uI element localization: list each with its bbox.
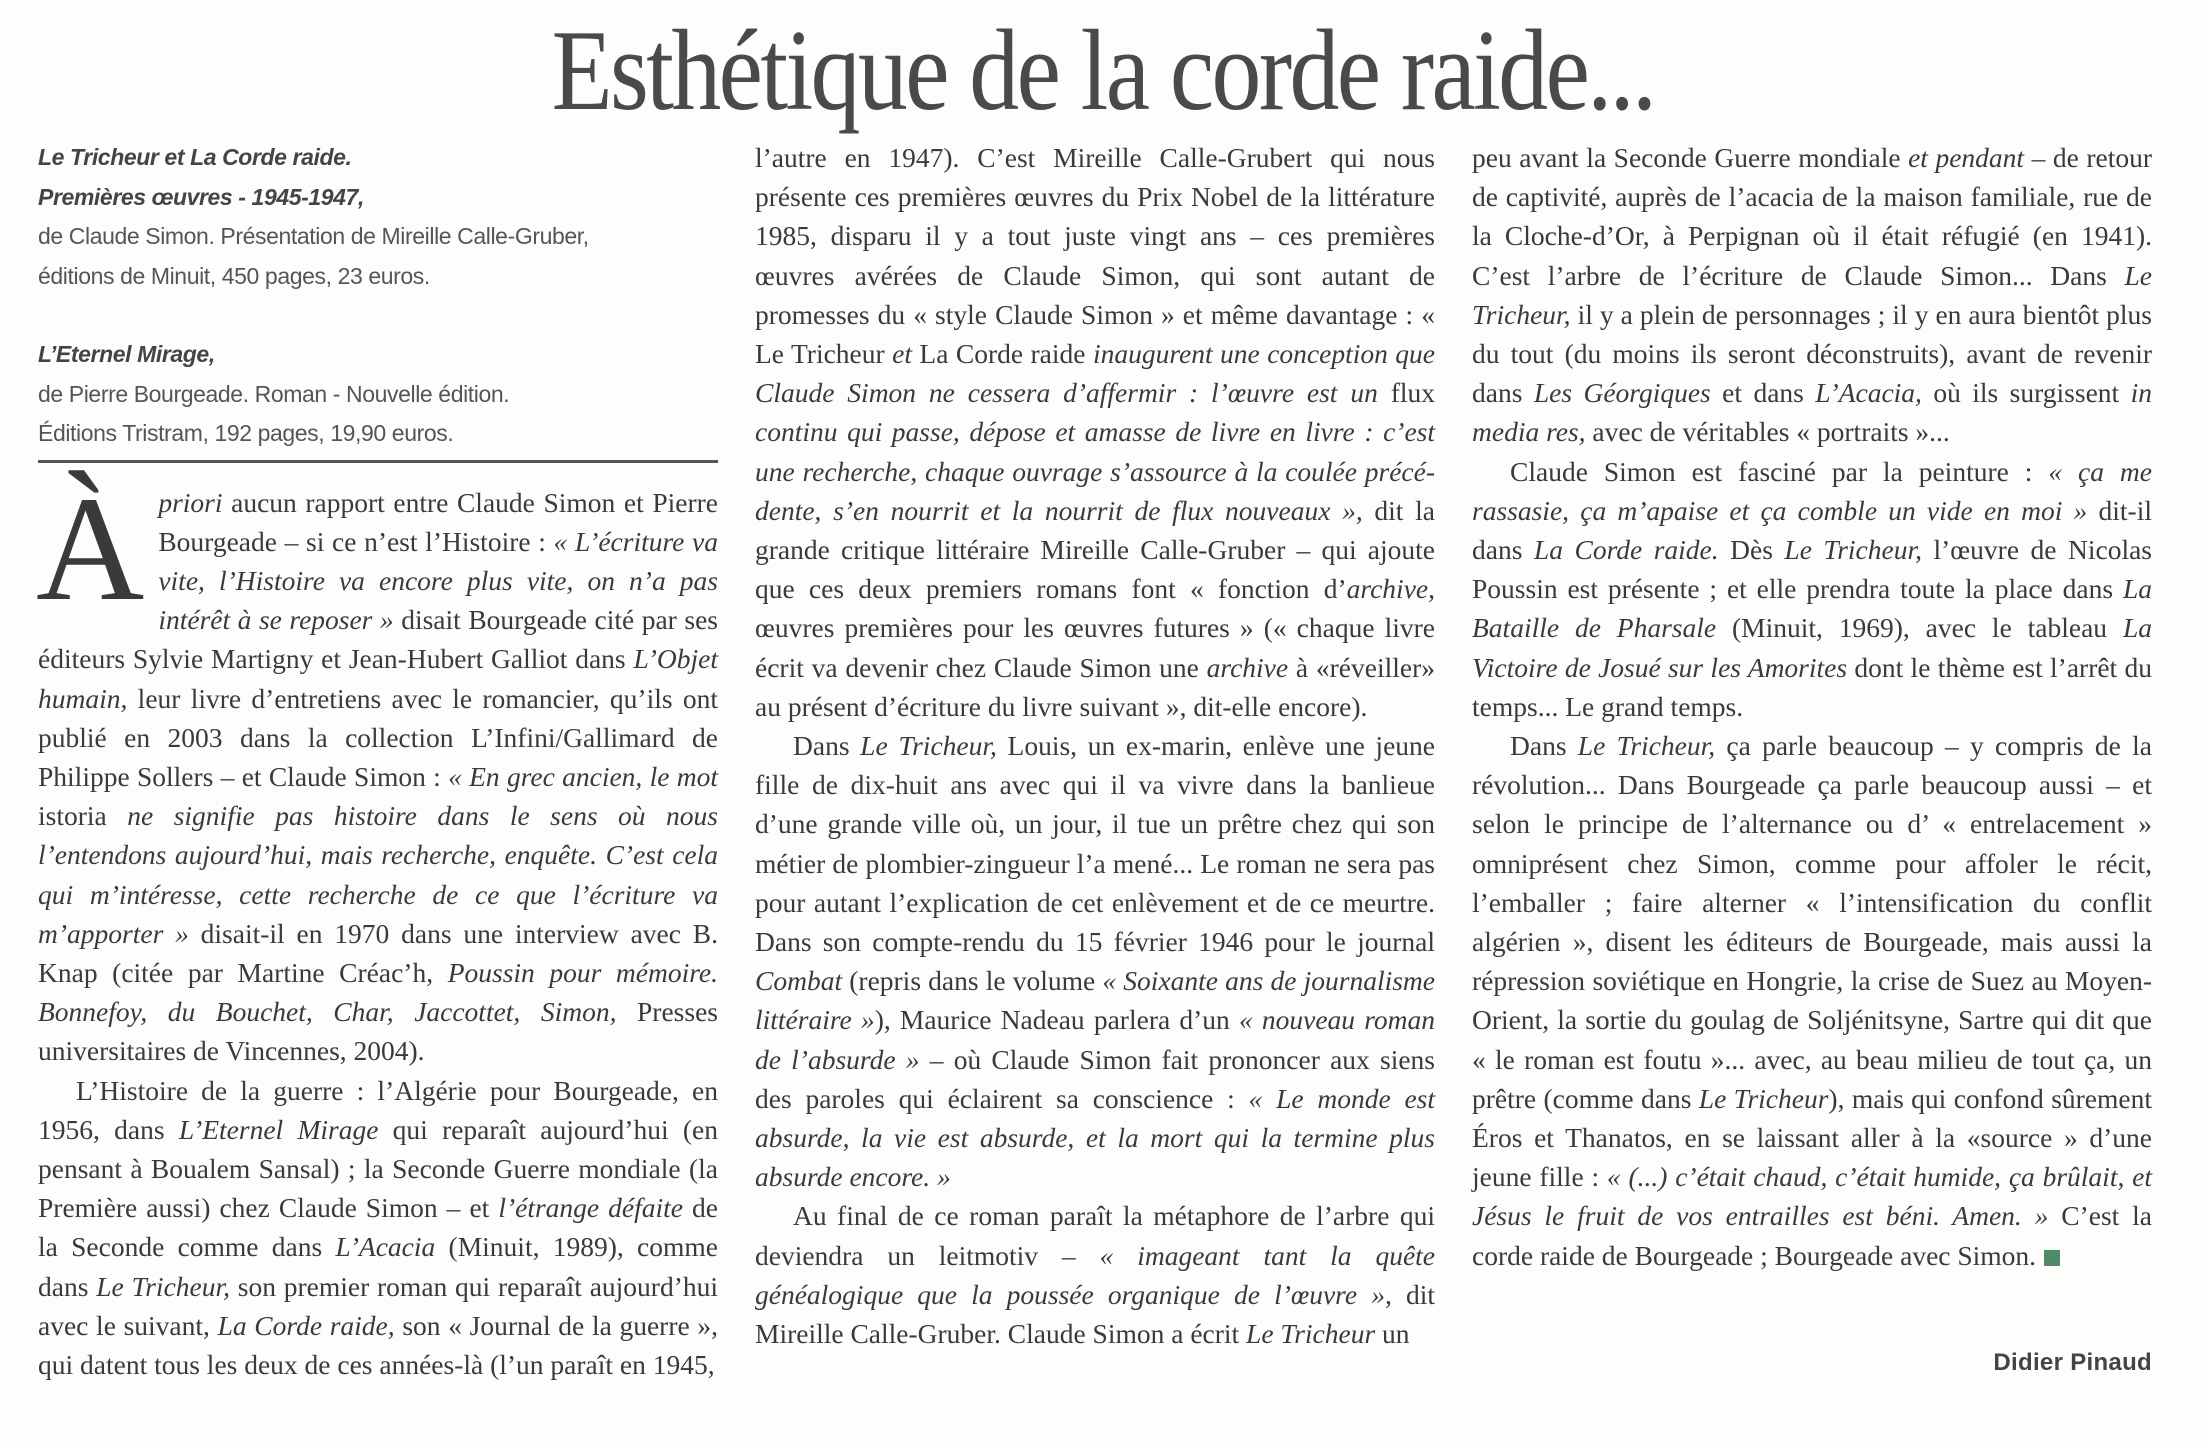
end-of-article-mark [2044,1250,2060,1266]
paragraph-2: L’Histoire de la guerre : l’Algérie pour Bourgeade, en 1956, dans L’Eternel Mirage qui reparaît aujourd’hui (en pensant à Boualem Sansal) ; la Seconde Guerre mondiale (la Première aussi) chez Claude Simon – et l’étrange défaite de la Seconde comme dans L’Acacia (Minuit, 1989), comme dans Le Tricheur, son premier roman qui reparaît aujourd’hui avec le suivant, La Corde raide, son « Journal de la guerre », qui datent tous les deux de ces années-là (l’un paraît en 1945, [38,1074,719,1380]
book-1-author: de Claude Simon. Présentation de Mireille Calle-Gruber, [38,223,589,249]
book-1-title: Le Tricheur et La Corde raide. [38,144,352,170]
column-left [38,138,718,1384]
paragraph-2-tail: l’autre en 1947). C’est Mireille Calle-Grubert qui nous présente ces premières œuvres du Prix Nobel de la littérature 1985, disparu il y a tout juste vingt ans – ces premières œuvres avérées de Claude Simon, qui sont autant de promesses du « style Claude Simon » et même davantage : « Le Tricheur [755,142,1435,370]
column-right [1472,138,2152,1275]
paragraph-1: Àpriori aucun rapport entre Claude Simon et Pierre Bourgeade – si ce n’est l’Histoire : « L’écriture va vite, l’Histoire va encore plus vite, on n’a pas intérêt à se reposer » disait Bourgeade cité par ses éditeurs Sylvie Martigny et Jean-Hubert Galliot dans L’Objet humain, leur livre d’entretiens avec le romancier, qu’ils ont publié en 2003 dans la collection L’Infini/Gallimard de Philippe Sollers – et Claude Simon : « En grec ancien, le mot istoria ne signifie pas histoire dans le sens où nous l’entendons aujourd’hui, mais recherche, enquête. C’est cela qui m’intéresse, cette recherche de ce que l’écriture va m’apporter » disait-il en 1970 dans une interview avec B. Knap (citée par Martine Créac’h, Poussin pour mémoire. Bonnefoy, du Bouchet, Char, Jaccottet, Simon, Presses universitaires de Vincennes, 2004). [36,465,719,1067]
book-2-publisher: Éditions Tristram, 192 pages, 19,90 euros. [38,420,454,446]
column-middle [755,138,1435,1353]
author-signature: Didier Pinaud [1993,1349,2152,1376]
book-2-title: L’Eternel Mirage, [38,341,215,367]
section-divider [38,460,718,463]
paragraph-2-cont: l’autre en 1947). C’est Mireille Calle-Grubert qui nous présente ces premières œuvres du Prix Nobel de la littérature 1985, disparu il y a tout juste vingt ans – ces premières œuvres avérées de Claude Simon, qui sont autant de promesses du « style Claude Simon » et même davantage : « Le Tricheur et La Corde raide inaugurent une conception que Claude Simon ne cessera d’affermir : l’œuvre est un flux continu qui passe, dépose et amasse de livre en livre : c’est une recherche, chaque ouvrage s’assource à la coulée précédente, s’en nourrit et la nourrit de flux nouveaux », dit la grande critique littéraire Mireille Calle-Gruber – qui ajoute que ces deux premiers romans font « fonction d’archive, œuvres premières pour les œuvres futures » (« chaque livre écrit va devenir chez Claude Simon une archive à «réveiller» au présent d’écriture du livre suivant », dit-elle encore). [755,142,1436,722]
drop-cap: À [36,465,145,632]
book-2-author: de Pierre Bourgeade. Roman - Nouvelle édition. [38,380,510,407]
article-title: Esthétique de la corde raide... [551,7,1655,135]
book-1-publisher: éditions de Minuit, 450 pages, 23 euros. [38,262,430,289]
book-info-box [38,138,718,454]
paragraph-6: Dans Le Tricheur, ça parle beaucoup – y compris de la révolution... Dans Bourgeade ça parle beaucoup aussi – et selon le principe de l’alternance ou d’ « entrelacement » omniprésent chez Simon, comme pour affoler le récit, l’emballer ; faire alterner « l’intensification du conflit algérien », disent les éditeurs de Bourgeade, mais aussi la répression soviétique en Hongrie, la crise de Suez au Moyen-Orient, la sortie du goulag de Soljénitsyne, Sartre qui dit que « le roman est foutu »... avec, au beau milieu de tout ça, un prêtre (comme dans Le Tricheur), mais qui confond sûrement Éros et Thanatos, en se laissant aller à la «source » d’une jeune fille : « (...) c’était chaud, c’était humide, ça brûlait, et Jésus le fruit de vos entrailles est béni. Amen. » C’est la corde raide de Bourgeade ; Bourgeade avec Simon. [1472,730,2152,1271]
paragraph-4: Au final de ce roman paraît la métaphore de l’arbre qui deviendra un leitmotiv – « imageant tant la quête généalogique que la poussée organique de l’œuvre », dit Mireille Calle-Gruber. Claude Simon a écrit Le Tricheur un [755,1200,1436,1350]
paragraph-3: Dans Le Tricheur, Louis, un ex-marin, enlève une jeune fille de dix-huit ans avec qui il va vivre dans la banlieue d’une grande ville où, un jour, il tue un prêtre chez qui son métier de plombier-zingueur l’a mené... Le roman ne sera pas pour autant l’explication de cet enlèvement et de ce meurtre. Dans son compte-rendu du 15 février 1946 pour le journal Combat (repris dans le volume « Soixante ans de journalisme littéraire »), Maurice Nadeau parlera d’un « nouveau roman de l’absurde » – où Claude Simon fait prononcer aux siens des paroles qui éclairent sa conscience : « Le monde est absurde, la vie est absurde, et la mort qui la termine plus absurde encore. » [755,730,1436,1193]
book-1-subtitle: Premières œuvres - 1945-1947, [38,183,364,210]
paragraph-5: Claude Simon est fasciné par la peinture : « ça me rassasie, ça m’apaise et ça comble un vide en moi » dit-il dans La Corde raide. Dès Le Tricheur, l’œuvre de Nicolas Poussin est présente ; et elle prendra toute la place dans La Bataille de Pharsale (Minuit, 1969), avec le tableau La Victoire de Josué sur les Amorites dont le thème est l’arrêt du temps... Le grand temps. [1472,455,2152,722]
paragraph-4-cont: peu avant la Seconde Guerre mondiale et pendant – de retour de captivité, auprès de l’acacia de la maison familiale, rue de la Cloche-d’Or, à Perpignan où il était réfugié (en 1941). C’est l’arbre de l’écriture de Claude Simon... Dans Le Tricheur, il y a plein de personnages ; il y en aura bientôt plus du tout (du moins ils seront déconstruits), avant de revenir dans Les Géorgiques et dans L’Acacia, où ils surgissent in media res, avec de véritables « portraits »... [1472,142,2152,448]
